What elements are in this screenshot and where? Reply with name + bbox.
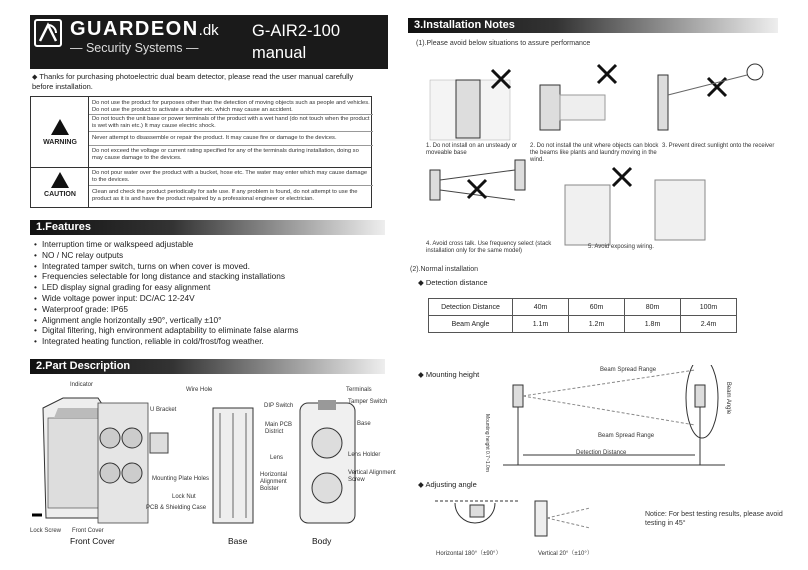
label-lock-nut: Lock Nut	[172, 494, 196, 500]
label-horizontal-bolster: Horizontal Alignment Bolster	[260, 472, 288, 492]
parts-heading: 2.Part Description	[30, 359, 385, 374]
feature-item: • Wide voltage power input: DC/AC 12-24V	[34, 293, 298, 304]
table-cell: 40m	[513, 299, 569, 316]
table-cell: 1.2m	[569, 316, 625, 333]
guardeon-logo-icon	[34, 19, 62, 47]
installation-heading: 3.Installation Notes	[408, 18, 778, 33]
table-row	[429, 299, 737, 316]
caution-triangle-icon	[51, 172, 69, 188]
caption-body: Body	[312, 536, 332, 546]
detection-distance-caption: Detection Distance	[576, 450, 627, 456]
situation-2: 2. Do not install the unit where objects can block the beams like plants and laundry moving in the wind.	[530, 143, 659, 163]
table-cell: Detection Distance	[429, 299, 513, 316]
brand-subtitle: — Security Systems —	[70, 41, 199, 55]
situation-3: 3. Prevent direct sunlight onto the receiver	[662, 143, 775, 149]
label-wire-hole: Wire Hole	[186, 387, 213, 393]
label-indicator: Indicator	[70, 382, 94, 388]
label-lock-screw: Lock Screw	[30, 528, 62, 534]
table-cell: 80m	[625, 299, 681, 316]
label-main-pcb: Main PCB District	[265, 422, 293, 435]
install-note-1: (1).Please avoid below situations to assure performance	[416, 40, 591, 47]
feature-item: • Waterproof grade: IP65	[34, 304, 298, 315]
table-cell: 1.8m	[625, 316, 681, 333]
feature-item: • LED display signal grading for easy alignment	[34, 282, 298, 293]
warning-item: Do not touch the unit base or power terminals of the product with a wet hand (do not touch when the product is wet with rain etc.) It may cause electric shock.	[92, 116, 370, 129]
warning-item: Never attempt to disassemble or repair the product. It may cause fire or damage to the devices.	[92, 135, 337, 141]
adjusting-diagram	[430, 493, 600, 553]
detection-distance-label: ◆ Detection distance	[418, 278, 488, 287]
label-vertical-screw: Vertical Alignment Screw	[348, 470, 396, 483]
feature-item: • NO / NC relay outputs	[34, 250, 298, 261]
testing-notice: Notice: For best testing results, please avoid testing in 45°	[645, 511, 783, 527]
label-terminals: Terminals	[346, 387, 372, 393]
table-cell: 100m	[681, 299, 737, 316]
table-cell: 1.1m	[513, 316, 569, 333]
adjusting-angle-label: ◆ Adjusting angle	[418, 480, 477, 489]
caption-base: Base	[228, 536, 248, 546]
caution-item: Clean and check the product periodically for safe use. If any problem is found, do not attempt to use the product as it is and have the product repaired by a professional engineer or electrician.	[92, 189, 358, 202]
detection-table	[428, 298, 737, 333]
model-title: G-AIR2-100 manual	[252, 22, 341, 62]
beam-spread-top: Beam Spread Range	[600, 367, 657, 373]
mounting-diagram	[495, 365, 735, 480]
parts-illustration	[28, 378, 388, 548]
feature-item: • Interruption time or walkspeed adjustable	[34, 239, 298, 250]
label-base: Base	[357, 421, 371, 427]
mounting-height-label: ◆ Mounting height	[418, 370, 480, 379]
table-cell: 2.4m	[681, 316, 737, 333]
situation-5: 5. Avoid exposing wiring.	[588, 244, 654, 250]
beam-spread-bottom: Beam Spread Range	[598, 433, 655, 439]
mounting-height-vertical: Mounting height 0.7~1.0m	[483, 414, 490, 472]
table-row	[429, 316, 737, 333]
warning-table	[30, 96, 372, 208]
feature-item: • Alignment angle horizontally ±90°, vertically ±10°	[34, 315, 298, 326]
situation-4: 4. Avoid cross talk. Use frequency select (stack installation only for the same model)	[426, 241, 552, 254]
intro-text: ◆ Thanks for purchasing photoelectric dual beam detector, please read the user manual carefully before installation.	[32, 72, 354, 91]
label-dip-switch: DIP Switch	[264, 403, 294, 409]
feature-item: • Integrated heating function, reliable in cold/frost/fog weather.	[34, 336, 298, 347]
warning-item: Do not exceed the voltage or current rating specified for any of the terminals during installation, doing so may cause damage to the devices.	[92, 148, 359, 161]
label-u-bracket: U Bracket	[150, 407, 177, 413]
caution-label: CAUTION	[44, 191, 76, 198]
features-list	[34, 239, 298, 347]
feature-item: • Integrated tamper switch, turns on when cover is moved.	[34, 261, 298, 272]
table-cell: 60m	[569, 299, 625, 316]
label-pcb-shield: PCB & Shielding Case	[146, 505, 207, 511]
label-lens: Lens	[270, 455, 284, 461]
warning-item: Do not use the product for purposes other than the detection of moving objects such as people and vehicles. Do not use the product to activate a shutter etc. which may cause an accident.	[92, 100, 370, 113]
situation-1: 1. Do not install on an unsteady or moveable base	[426, 143, 518, 156]
brand-name: GUARDEON.dk	[70, 18, 219, 40]
beam-angle-label: Beam Angle	[725, 381, 732, 415]
feature-item: • Frequencies selectable for long distance and stacking installations	[34, 271, 298, 282]
label-lens-holder: Lens Holder	[348, 452, 381, 458]
warning-label: WARNING	[43, 139, 77, 146]
warning-triangle-icon	[51, 119, 69, 135]
caution-item: Do not pour water over the product with a bucket, hose etc. The water may enter which may cause damage to the devices.	[92, 170, 368, 183]
normal-install-label: (2).Normal installation	[410, 266, 479, 273]
features-heading: 1.Features	[30, 220, 385, 235]
caption-front-cover: Front Cover	[70, 536, 115, 546]
horizontal-angle: Horizontal 180°（±90°）	[436, 551, 502, 557]
label-tamper-switch: Tamper Switch	[348, 399, 388, 405]
label-mounting-plate-holes: Mounting Plate Holes	[152, 476, 210, 482]
feature-item: • Digital filtering, high environment adaptability to eliminate false alarms	[34, 325, 298, 336]
table-cell: Beam Angle	[429, 316, 513, 333]
vertical-angle: Vertical 20°（±10°）	[538, 551, 593, 557]
label-front-cover: Front Cover	[72, 528, 104, 534]
